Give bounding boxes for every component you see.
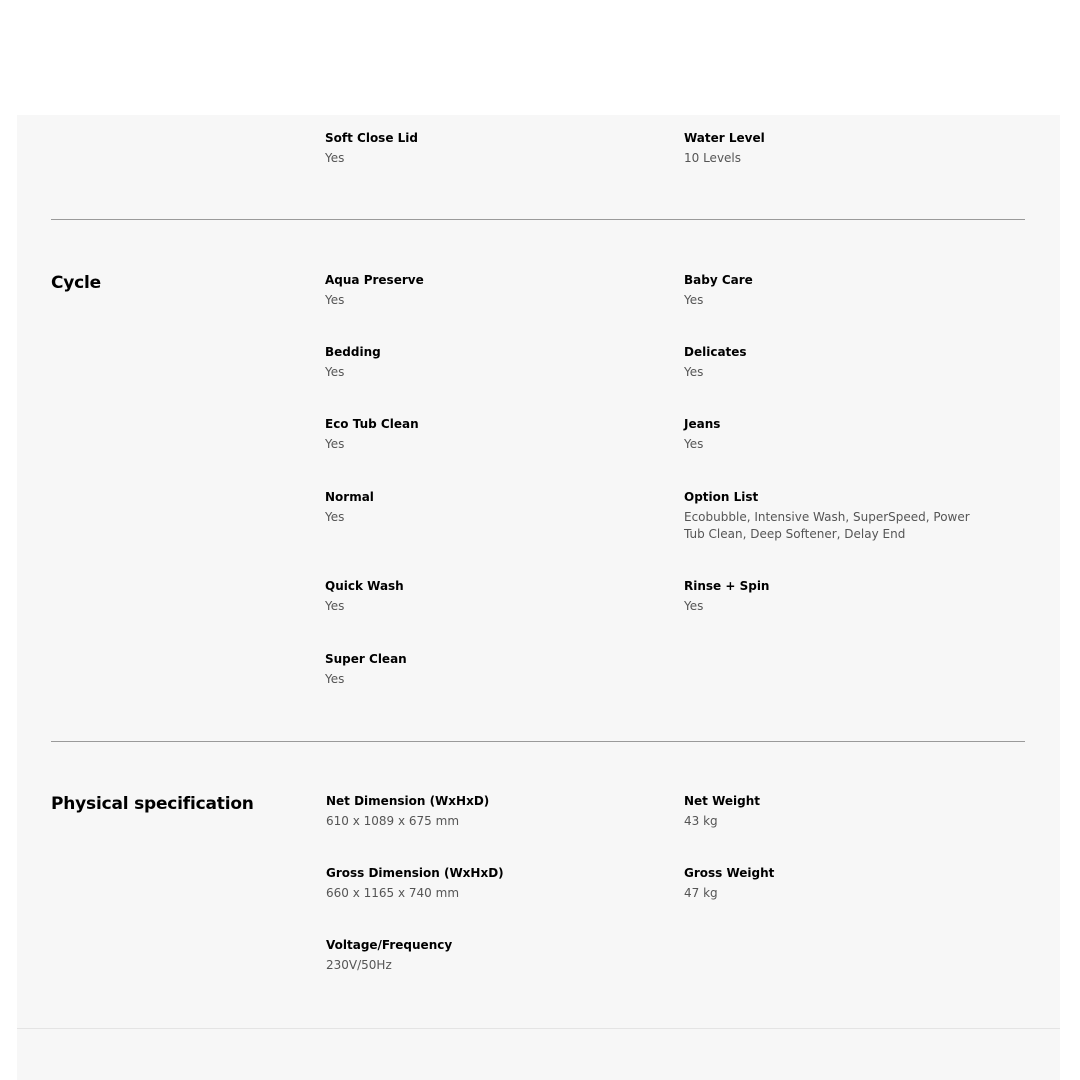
spec-label: Super Clean — [325, 652, 407, 666]
spec-item-super-clean — [325, 652, 625, 688]
spec-item-aqua-preserve — [325, 273, 625, 309]
spec-value: Yes — [325, 672, 345, 686]
spec-value: 230V/50Hz — [326, 958, 392, 972]
spec-label: Gross Dimension (WxHxD) — [326, 866, 504, 880]
section-divider — [51, 741, 1025, 742]
spec-label: Water Level — [684, 131, 765, 145]
section-divider — [51, 219, 1025, 220]
section-title-physical: Physical specification — [51, 794, 254, 814]
spec-value: 660 x 1165 x 740 mm — [326, 886, 460, 900]
spec-item-baby-care — [684, 273, 984, 309]
panel-bottom-divider — [17, 1028, 1060, 1029]
spec-value: Yes — [325, 151, 345, 165]
spec-label: Jeans — [684, 417, 721, 431]
spec-label: Gross Weight — [684, 866, 775, 880]
spec-value: Yes — [684, 437, 704, 451]
section-title-cycle: Cycle — [51, 273, 101, 293]
spec-label: Normal — [325, 490, 374, 504]
spec-value: Yes — [325, 365, 345, 379]
spec-value: Yes — [325, 437, 345, 451]
spec-item-voltage-frequency — [326, 938, 626, 974]
spec-item-water-level — [684, 131, 984, 167]
spec-value: Yes — [325, 510, 345, 524]
spec-item-rinse-spin — [684, 579, 984, 615]
spec-value: 43 kg — [684, 814, 718, 828]
spec-item-net-weight — [684, 794, 984, 830]
spec-item-normal — [325, 490, 625, 526]
spec-label: Bedding — [325, 345, 381, 359]
spec-item-option-list — [684, 490, 984, 543]
spec-label: Aqua Preserve — [325, 273, 424, 287]
spec-item-quick-wash — [325, 579, 625, 615]
spec-label: Eco Tub Clean — [325, 417, 419, 431]
spec-item-delicates — [684, 345, 984, 381]
spec-value: 610 x 1089 x 675 mm — [326, 814, 460, 828]
spec-label: Quick Wash — [325, 579, 404, 593]
spec-value: Ecobubble, Intensive Wash, SuperSpeed, Power Tub Clean, Deep Softener, Delay End — [684, 510, 970, 541]
spec-item-gross-dimension — [326, 866, 626, 902]
spec-label: Option List — [684, 490, 759, 504]
spec-value: Yes — [325, 293, 345, 307]
spec-item-bedding — [325, 345, 625, 381]
spec-value: Yes — [684, 599, 704, 613]
spec-item-net-dimension — [326, 794, 626, 830]
spec-label: Net Weight — [684, 794, 761, 808]
spec-label: Soft Close Lid — [325, 131, 418, 145]
spec-item-gross-weight — [684, 866, 984, 902]
spec-item-jeans — [684, 417, 984, 453]
spec-value: Yes — [684, 365, 704, 379]
spec-item-soft-close-lid — [325, 131, 625, 167]
spec-label: Voltage/Frequency — [326, 938, 453, 952]
spec-value: 10 Levels — [684, 151, 742, 165]
spec-value: Yes — [684, 293, 704, 307]
specs-panel — [17, 115, 1060, 1080]
spec-label: Net Dimension (WxHxD) — [326, 794, 490, 808]
spec-label: Baby Care — [684, 273, 753, 287]
spec-value: 47 kg — [684, 886, 718, 900]
spec-item-eco-tub-clean — [325, 417, 625, 453]
spec-label: Rinse + Spin — [684, 579, 770, 593]
spec-value: Yes — [325, 599, 345, 613]
spec-label: Delicates — [684, 345, 747, 359]
